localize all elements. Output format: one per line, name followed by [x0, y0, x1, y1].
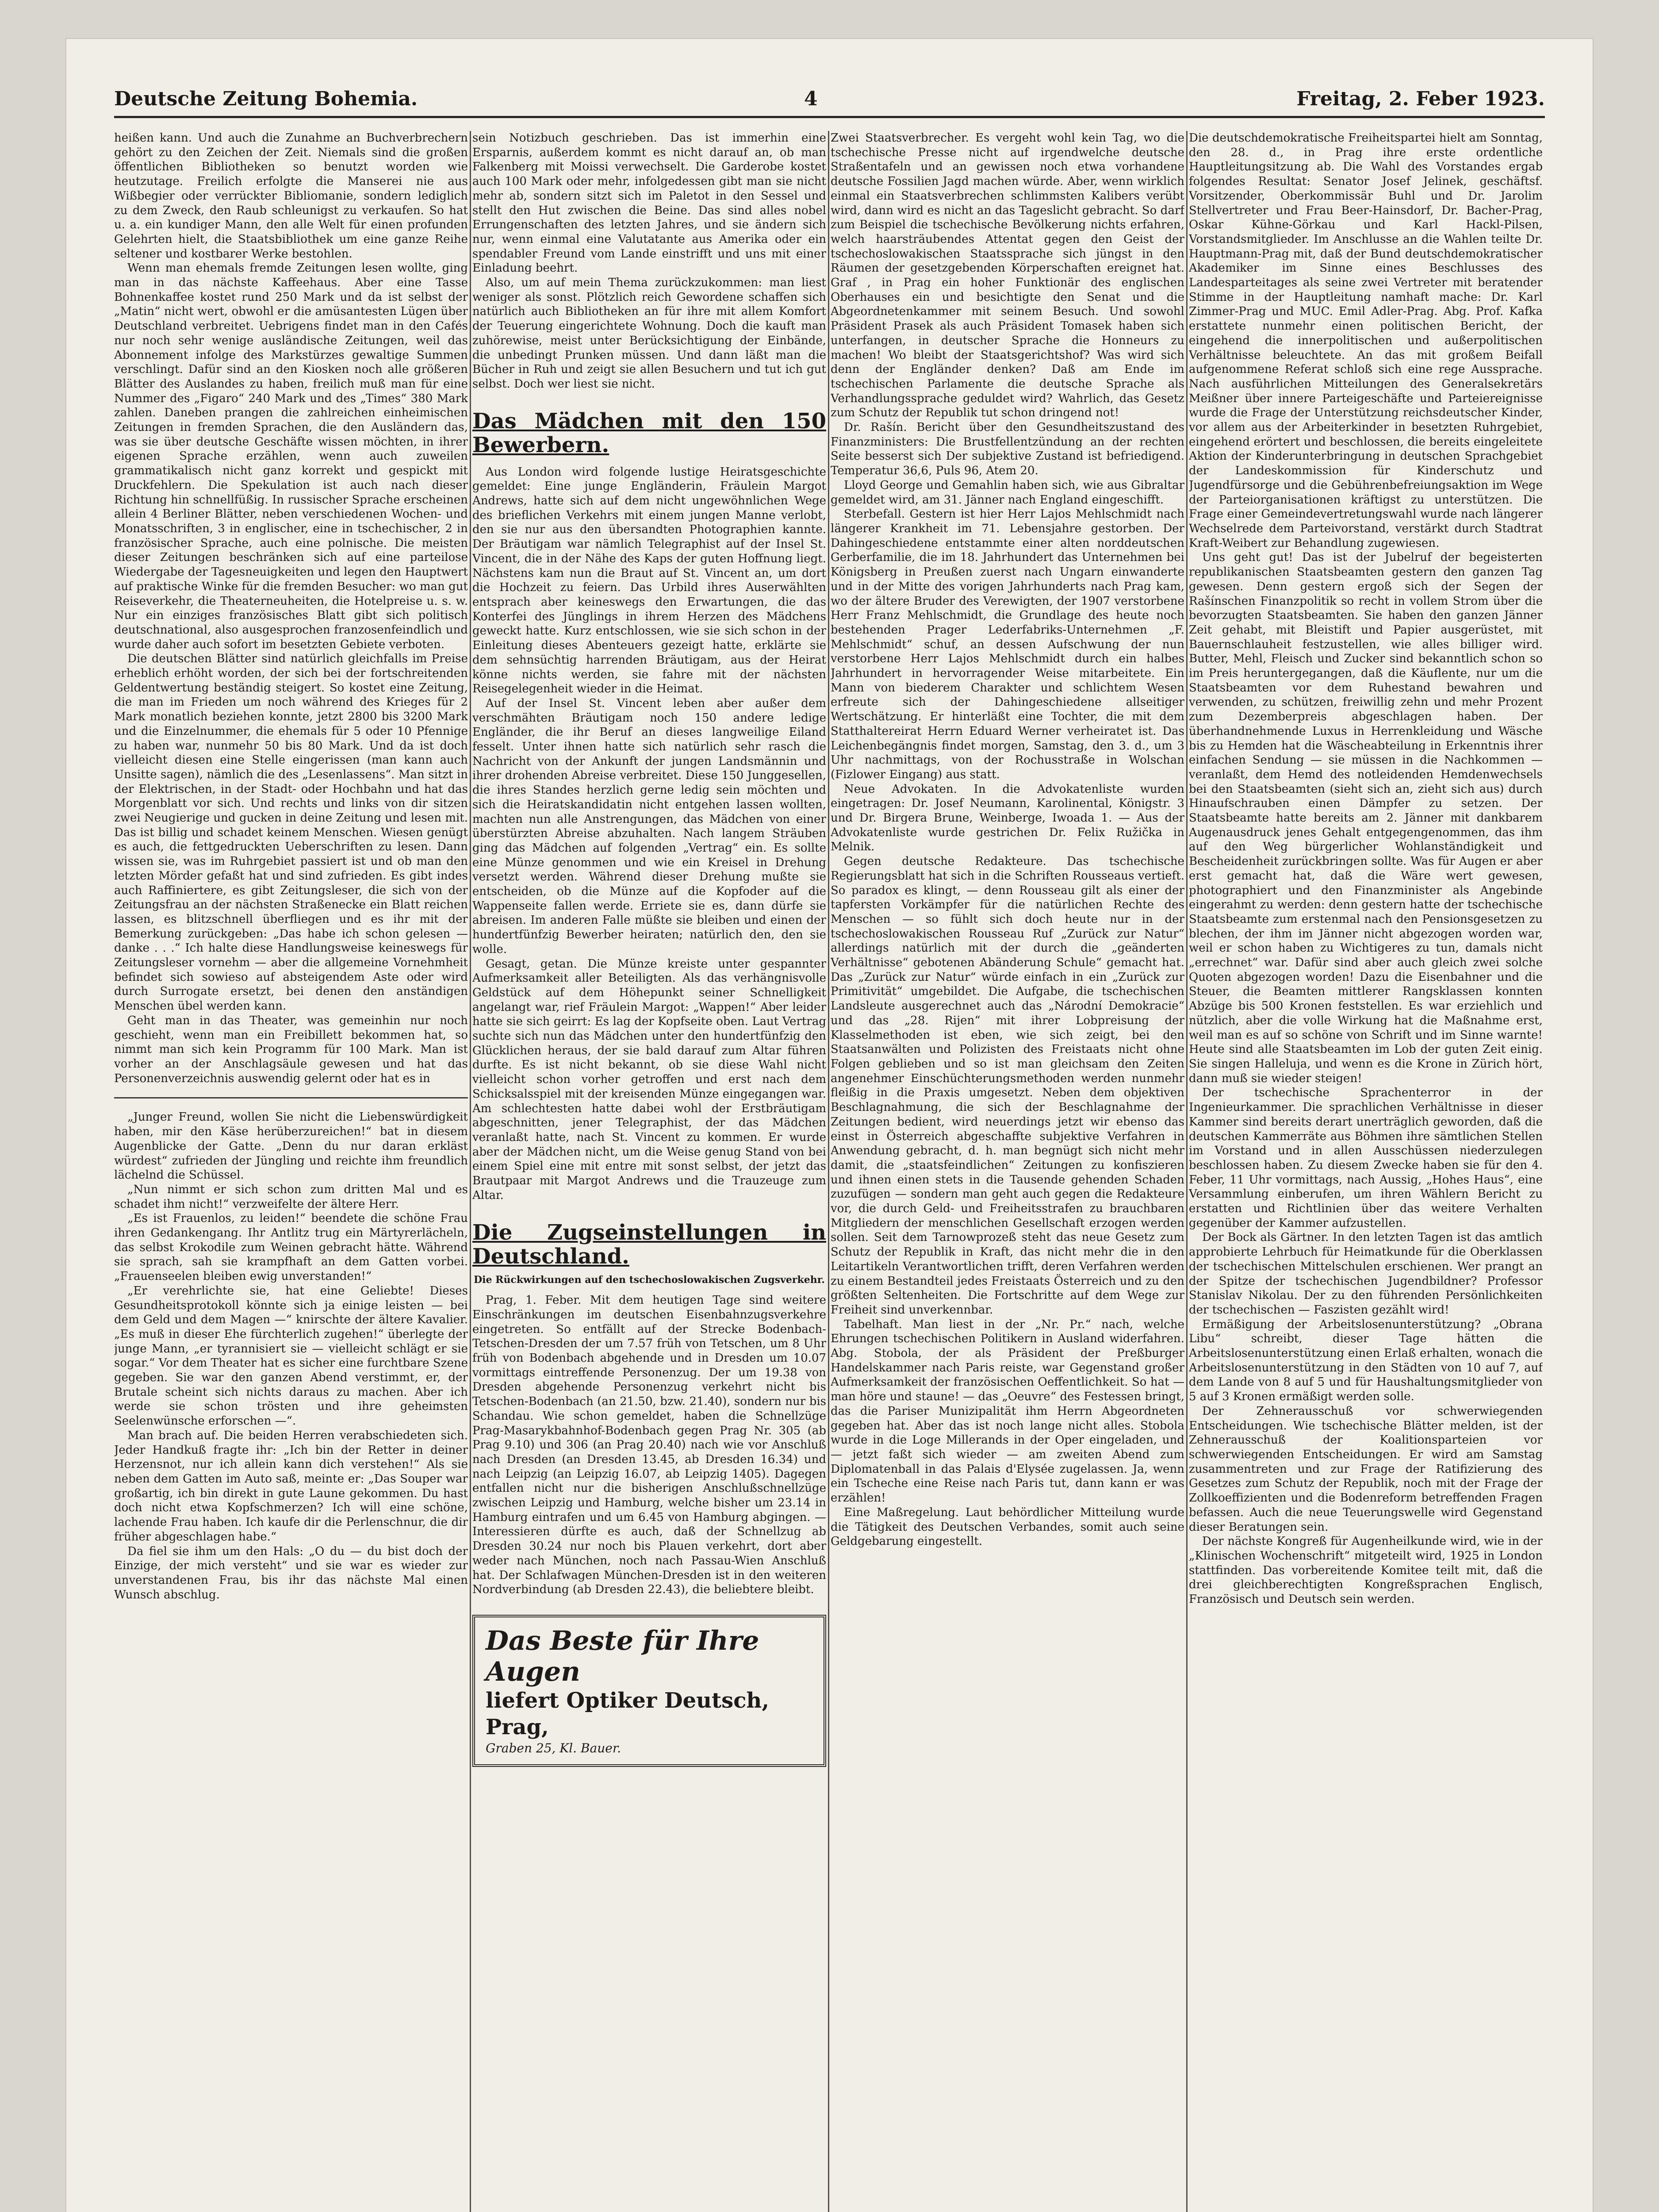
news-item: Tabelhaft. Man liest in der „Nr. Pr.“ nach, welche Ehrungen tschechischen Politikern in Ausland widerfahren. Abg. Stobola, der als Präsident der Preßburger Handelskammer nach Paris reiste, war Gegenstand großer Aufmerksamkeit der französischen Oeffentlichkeit. So hat — man höre und staune! — das „Oeuvre“ des Festessen bringt, das die Pariser Munizipalität ihm Herrn Abgeordneten gegeben hat. Aber das ist noch lange nicht alles. Stobola wurde in die Loge Millerands in der Oper eingeladen, und — jetzt faßt sich wieder — am zweiten Abend zum Diplomatenball in das Palais d'Elysée zugelassen. Ja, wenn ein Tscheche eine Reise nach Paris tut, dann kann er was erzählen!: [831, 1317, 1184, 1505]
news-item: Eine Maßregelung. Laut behördlicher Mitteilung wurde die Tätigkeit des Deutschen Verbandes, somit auch seine Geldgebarung eingestellt.: [831, 1505, 1184, 1548]
masthead-title: Deutsche Zeitung Bohemia.: [114, 88, 418, 110]
article-paragraph: Gesagt, getan. Die Münze kreiste unter gespannter Aufmerksamkeit aller Beteiligten. Als das verhängnisvolle Geldstück auf dem Höhepunkt seiner Schnelligkeit angelangt war, rief Fräulein Margot: „Wappen!“ Aber leider hatte sie sich geirrt: Es lag der Kopfseite oben. Laut Vertrag suchte sich nun das Mädchen unter den hundertfünfzig den Glücklichen heraus, der sie bald darauf zum Altar führen durfte. Es ist nicht bekannt, ob sie diese Wahl nicht vielleicht schon vorher getroffen und erst nach dem Schicksalsspiel mit der kreisenden Münze eingegangen war. Am schlechtesten hatte dabei wohl der Erstbräutigam abgeschnitten, jener Telegraphist, der das Mädchen veranlaßt hatte, nach St. Vincent zu kommen. Er wurde aber der Mädchen nicht, um die Weise genug Stand von bei einem Spiel eine mit entre mit sonst selbst, der jetzt das Brautpaar mit Margot Andrews und die Trauzeuge zum Altar.: [472, 957, 826, 1202]
article-paragraph: Also, um auf mein Thema zurückzukommen: man liest weniger als sonst. Plötzlich reich Gewordene schaffen sich natürlich auch Bibliotheken an für ihre mit allem Komfort der Teuerung eingerichtete Wohnung. Doch die kauft man zuhörewise, meist unter Berücksichtigung der Einbände, die unbedingt Prunken müssen. Und dann läßt man die Bücher in Ruh und zeigt sie allen Besuchern und tut ich gut selbst. Doch wer liest sie nicht.: [472, 276, 826, 391]
article-paragraph: Aus London wird folgende lustige Heiratsgeschichte gemeldet: Eine junge Engländerin, Fräulein Margot Andrews, hatte sich auf dem nicht ungewöhnlichen Wege des brieflichen Verkehrs mit einem jungen Manne verlobt, den sie nur aus den übersandten Photographien kannte. Der Bräutigam war nämlich Telegraphist auf der Insel St. Vincent, die in der Nähe des Kaps der guten Hoffnung liegt. Nächstens kam nun die Braut auf St. Vincent an, um dort die Hochzeit zu feiern. Das Urbild ihres Auserwählten entsprach aber keineswegs den Erwartungen, die das Konterfei des Jünglings in ihrem Herzen des Mädchens geweckt hatte. Kurz entschlossen, wie sie sich schon in der Einleitung dieses Abenteuers gezeigt hatte, erklärte sie dem sehnsüchtig harrenden Bräutigam, aus der Heirat könne nichts werden, sie fahre mit der nächsten Reisegelegenheit wieder in die Heimat.: [472, 465, 826, 696]
news-item: Uns geht gut! Das ist der Jubelruf der begeisterten republikanischen Staatsbeamten gestern den ganzen Tag gewesen. Denn gestern ergoß sich der Segen der Rašínschen Finanzpolitik so recht in vollem Strom über die bevorzugten Staatsbeamten. Sie haben den ganzen Jänner Zeit gehabt, mit Bleistift und Papier ausgerüstet, mit Bauernschlauheit festzustellen, wie alles billiger wird. Butter, Mehl, Fleisch und Zucker sind bekanntlich schon so im Preis heruntergegangen, daß die Käuflente, nur um die Staatsbeamten vor dem Ruhestand bewahren und verwenden, zu schützen, freiwillig zehn und mehr Prozent zum Dezemberpreis abgeschlagen haben. Der überhandnehmende Luxus in Herrenkleidung und Wäsche bis zu Hemden hat die Wäscheabteilung in Erkenntnis ihrer einfachen Sendung — sie müssen in die Nachkommen — veranlaßt, dem Hemd des notleidenden Hemdenwechsels bei den Staatsbeamten (sieht sich an, zieht sich aus) durch Hinaufschrauben einen Dämpfer zu setzen. Der Staatsbeamte hatte bereits am 2. Jänner mit dankbarem Augenausdruck jenes Gehalt entgegengenommen, das ihm auf den Weg bürgerlicher Wohlanständigkeit und Bescheidenheit zurückbringen sollte. Was für Augen er aber erst gemacht hat, daß die Wäre wert gewesen, photographiert und den Finanzminister als Angebinde eingerahmt zu werden: denn gestern hatte der tschechische Staatsbeamte zum erstenmal nach den Pensionsgesetzen zu blechen, der ihm im Jänner nicht abgezogen worden war, weil er schon haben zu Wichtigeres zu tun, damals nicht „errechnet“ war. Dafür sind aber auch gleich zwei solche Quoten abgezogen worden! Dazu die Eisenbahner und die Steuer, die Beamten mittlerer Rangsklassen konnten Abzüge bis 500 Kronen feststellen. Es war erziehlich und nützlich, aber die volle Wirkung hat die Maßnahme erst, weil man es auf so schöne von Schrift und im Sinne warnte! Heute sind alle Staatsbeamten im Lob der guten Zeit einig. Sie singen Halleluja, und wenn es die Krone in Zürich hört, dann muß sie wieder steigen!: [1189, 551, 1543, 1085]
ad-address: Graben 25, Kl. Bauer.: [486, 1740, 621, 1755]
news-item: Der nächste Kongreß für Augenheilkunde wird, wie in der „Klinischen Wochenschrift“ mitgeteilt wird, 1925 in London stattfinden. Das vorbereitende Komitee teilt mit, daß die drei gleichberechtigten Kongreßsprachen Englisch, Französisch und Deutsch sein werden.: [1189, 1535, 1543, 1606]
page-number: 4: [804, 88, 818, 110]
story-paragraph: „Junger Freund, wollen Sie nicht die Liebenswürdigkeit haben, mir den Käse herüberzureichen!“ bat in diesem Augenblicke der Gatte. „Denn du nur daran erkläst würdest“ zufrieden der Jüngling und reichte ihm freundlich lächelnd die Schüssel.: [114, 1110, 468, 1182]
story-paragraph: „Es ist Frauenlos, zu leiden!“ beendete die schöne Frau ihren Gedankengang. Ihr Antlitz trug ein Märtyrerlächeln, das selbst Krokodile zum Weinen gebracht hätte. Während sie sprach, sah sie krampfhaft an dem Gatten vorbei. „Frauenseelen bleiben ewig unverstanden!“: [114, 1212, 468, 1283]
column-3: [831, 131, 1184, 2212]
news-item: Die deutschdemokratische Freiheitspartei hielt am Sonntag, den 28. d., in Prag ihre erste ordentliche Hauptleitungsitzung ab. Die Wahl des Vorstandes ergab folgendes Resultat: Senator Josef Jelinek, geschäftsf. Vorsitzender, Oberkommissär Buhl und Dr. Jarolim Stellvertreter und Frau Beer-Hainsdorf, Dr. Bacher-Prag, Oskar Kühne-Görkau und Karl Hackl-Pilsen, Vorstandsmitglieder. Im Anschlusse an die Wahlen teilte Dr. Hauptmann-Prag mit, daß der Bund deutschdemokratischer Akademiker im Sinne eines Beschlusses des Landesparteitages als seine zwei Vertreter mit beratender Stimme in der Hauptleitung namhaft mache: Dr. Karl Zimmer-Prag und MUC. Emil Adler-Prag. Abg. Prof. Kafka erstattete nunmehr einen politischen Bericht, der eingehend die innerpolitischen und außerpolitischen Verhältnisse beleuchtete. An das mit großem Beifall aufgenommene Referat schloß sich eine rege Aussprache. Nach ausführlichen Mitteilungen des Generalsekretärs Meißner über innere Parteigeschäfte und Parteiereignisse wurde die Frage der Unterstützung reichsdeutscher Kinder, vor allem aus der Arbeiterkinder in besetzten Ruhrgebiet, eingehend erörtert und beschlossen, die bereits eingeleitete Aktion der Kinderunterbringung in deutschen Sprachgebiet der Landeskommission für Kinderschutz und Jugendfürsorge und die Gebührenbefreiungsaktion im Wege der Parteiorganisationen kräftigst zu unterstützen. Die Frage einer Gemeindevertretungswahl wurde nach längerer Wechselrede dem Parteivorstand, verstärkt durch Stadtrat Kraft-Weibert zur Behandlung zugewiesen.: [1189, 131, 1543, 550]
article-paragraph: Wenn man ehemals fremde Zeitungen lesen wollte, ging man in das nächste Kaffeehaus. Aber eine Tasse Bohnenkaffee kostet rund 250 Mark und da ist selbst der „Matin“ nicht wert, obwohl er die amüsantesten Lügen über Deutschland verbreitet. Uebrigens findet man in den Cafés nur noch sehr wenige ausländische Zeitungen, weil das Abonnement infolge des Markstürzes gewaltige Summen verschlingt. Dafür sind an den Kiosken noch alle größeren Blätter des Auslandes zu haben, freilich muß man für eine Nummer des „Figaro“ 240 Mark und des „Times“ 380 Mark zahlen. Daneben prangen die zahlreichen einheimischen Zeitungen in fremden Sprachen, die den Ausländern das, was sie über deutsche Geschäfte wissen möchten, in ihrer eigenen Sprache erzählen, wenn auch zuweilen grammatikalisch nicht ganz korrekt und gespickt mit Druckfehlern. Die Spekulation ist auch nach dieser Richtung hin schnellfüßig. In russischer Sprache erscheinen allein 4 Berliner Blätter, neben verschiedenen Wochen- und Monatsschriften, 3 in englischer, eine in tschechischer, 2 in französischer Sprache, auch eine polnische. Die meisten dieser Zeitungen beschränken sich auf eine parteilose Wiedergabe der Tagesneuigkeiten und legen den Hauptwert auf praktische Winke für die fremden Besucher: wo man gut Reiseverkehr, die Theaterneuheiten, die Hotelpreise u. s. w. Nur ein einziges französisches Blatt gibt sich politisch deutschnational, also ausgesprochen franzosenfeindlich und wurde daher auch sofort im besetzten Gebiete verboten.: [114, 261, 468, 651]
news-item: Dr. Rašín. Bericht über den Gesundheitszustand des Finanzministers: Die Brustfellentzündung an der rechten Seite besserst sich Der subjektive Zustand ist befriedigend. Temperatur 36,6, Puls 96, Atem 20.: [831, 421, 1184, 478]
story-paragraph: Man brach auf. Die beiden Herren verabschiedeten sich. Jeder Handkuß fragte ihr: „Ich bin der Retter in deiner Herzensnot, nur ich allein kann dich verstehen!“ Als sie neben dem Gatten im Auto saß, meinte er: „Das Souper war großartig, ich bin direkt in gute Laune gekommen. Du hast doch nicht etwa Kopfschmerzen? Ich will eine schöne, lachende Frau haben. Ich kaufe dir die Perlenschnur, die dir früher abgeschlagen habe.“: [114, 1429, 468, 1544]
article-paragraph: Geht man in das Theater, was gemeinhin nur noch geschieht, wenn man ein Freibillett bekommen hat, so nimmt man sich kein Programm für 100 Mark. Man ist vorher an der Anschlagsäule gewesen und hat das Personenverzeichnis auswendig gelernt oder hat es in: [114, 1014, 468, 1085]
news-item: Neue Advokaten. In die Advokatenliste wurden eingetragen: Dr. Josef Neumann, Karolinental, Königstr. 3 und Dr. Birgera Brune, Weinberge, Iwoada 1. — Aus der Advokatenliste wurde gestrichen Dr. Felix Ružička in Melnik.: [831, 782, 1184, 854]
optician-advertisement: [472, 1615, 826, 1767]
ad-company: liefert Optiker Deutsch, Prag,: [486, 1688, 770, 1740]
issue-date: Freitag, 2. Feber 1923.: [1296, 88, 1545, 110]
story-paragraph: „Er verehrlichte sie, hat eine Geliebte! Dieses Gesundheitsprotokoll könnte sich ja einige leisten — bei dem Geld und dem Magen —“ knirschte der ältere Kavalier. „Es muß in dieser Ehe fürchterlich zugehen!“ überlegte der junge Mann, „er tyrannisiert sie — vielleicht schlägt er sie sogar.“ Vor dem Theater hat es sicher eine furchtbare Szene gegeben. Sie war den ganzen Abend verstimmt, er, der Brutale scheint sich nichts daraus zu machen. Aber ich werde sie schon trösten und ihre geheimsten Seelenwünsche erforschen —“.: [114, 1284, 468, 1428]
page-header: [114, 85, 1545, 118]
news-item: Lloyd George und Gemahlin haben sich, wie aus Gibraltar gemeldet wird, am 31. Jänner nach England eingeschifft.: [831, 478, 1184, 507]
column-rule: [470, 131, 471, 2212]
article-paragraph: Auf der Insel St. Vincent leben aber außer dem verschmähten Bräutigam noch 150 andere ledige Engländer, die ihr Beruf an dieses langweilige Eiland fesselt. Unter ihnen hatte sich natürlich sehr rasch die Nachricht von der Ankunft der jungen Landsmännin und ihrer drohenden Abreise verbreitet. Diese 150 Junggesellen, die ihres Standes herzlich gerne ledig sein möchten und sich die Heiratskandidatin nicht entgehen lassen wollten, machten nun alle Anstrengungen, das Mädchen von einer überstürzten Abreise abzuhalten. Nach langem Sträuben ging das Mädchen auf folgenden „Vertrag“ ein. Es sollte eine Münze genommen und wie ein Kreisel in Drehung versetzt werden. Während dieser Drehung mußte sie entscheiden, ob die Münze auf die Kopfoder auf die Wappenseite fallen werde. Erriete sie es, dann dürfe sie abreisen. Im anderen Falle müßte sie bleiben und einen der hundertfünfzig Bewerber heiraten; natürlich den, den sie wolle.: [472, 696, 826, 956]
news-item: Zwei Staatsverbrecher. Es vergeht wohl kein Tag, wo die tschechische Presse nicht auf irgendwelche deutsche Straßentafeln und an gewissen noch etwa vorhandene deutsche Fossilien Jagd machen würde. Aber, wenn wirklich einmal ein Staatsverbrechen schlimmsten Kalibers verübt wird, dann wird es nicht an das Tageslicht gebracht. So darf zum Beispiel die tschechische Bevölkerung nichts erfahren, welch haarsträubendes Attentat gegen den Geist der tschechoslowakischen Staatssprache sich jüngst in den Räumen der gesetzgebenden Körperschaften ereignet hat. Graf , in Prag ein hoher Funktionär des englischen Oberhauses ein und besichtigte den Senat und die Abgeordnetenkammer mit seinem Besuch. Und sowohl Präsident Prasek als auch Präsident Tomasek haben sich unterfangen, in deutscher Sprache die Honneurs zu machen! Wo bleibt der Staatsgerichtshof? Was wird sich denn der Engländer denken? Daß am Ende im tschechischen Parlamente die deutsche Sprache als Verhandlungssprache geduldet wird? Wahrlich, das Gesetz zum Schutz der Republik tut schon dringend not!: [831, 131, 1184, 420]
story-paragraph: Da fiel sie ihm um den Hals: „O du — du bist doch der Einzige, der mich versteht“ und sie war es wieder zur unverstandenen Frau, bis ihr das nächste Mal einen Wunsch abschlug.: [114, 1544, 468, 1601]
article-paragraph: heißen kann. Und auch die Zunahme an Buchverbrechern gehört zu den Zeichen der Zeit. Niemals sind die großen öffentlichen Bibliotheken so benutzt worden wie heutzutage. Freilich erfolgte die Manserei nie aus Wißbegier oder verrückter Bibliomanie, sondern lediglich zu dem Zweck, den Raub schleunigst zu verkaufen. So hat u. a. ein kundiger Mann, den alle Welt für einen profunden Gelehrten hielt, die Staatsbibliothek um eine ganze Reihe seltener und kostbarer Werke bestohlen.: [114, 131, 468, 261]
column-2: [472, 131, 826, 2212]
divider: [114, 1097, 468, 1098]
ad-headline: Das Beste für Ihre Augen: [486, 1625, 759, 1687]
news-item: Gegen deutsche Redakteure. Das tschechische Regierungsblatt hat sich in die Schriften Rousseaus vertieft. So paradox es klingt, — denn Rousseau gilt als einer der tapfersten Vorkämpfer für die natürlichen Rechte des Menschen — so fühlt sich doch heute nur in der tschechoslowakischen Rousseau Ruf „Zurück zur Natur“ allerdings natürlich mit der durch die „geänderten Verhältnisse“ gebotenen Abänderung Schule“ gemacht hat. Das „Zurück zur Natur“ würde einfach in ein „Zurück zur Primitivität“ umgebildet. Die Aufgabe, die tschechischen Landsleute ausgerechnet auch das „Národní Demokracie“ und das „28. Rijen“ mit ihrer Lobpreisung der Klasselmethoden ist eben, wie sich zeigt, bei den Staatsanwälten und Polizisten des Freistaats nicht ohne Folgen geblieben und so ist man gleichsam den Zeiten angenehmer Einschüchterungsmethoden werden nunmehr fleißig in die Praxis umgesetzt. Neben dem objektiven Beschlagnahmung, die sich der Beschlagnahme der Zeitungen bedient, wird neuerdings jetzt wir ebenso das einst in Österreich abgeschaffte subjektive Verfahren in Anwendung gebracht, d. h. man begnügt sich nicht mehr damit, die „staatsfeindlichen“ Zeitungen zu konfiszieren und ihnen einen stets in die Tausende gehenden Schaden zuzufügen — sondern man geht auch gegen die Redakteure vor, die durch Geld- und Freiheitsstrafen zu brauchbaren Mitgliedern der menschlichen Gesellschaft erzogen werden sollen. Seit dem Tarnowprozeß steht das neue Gesetz zum Schutz der Republik in Kraft, das nicht mehr die in den Leitartikeln Verantwortlichen trifft, deren Verfahren werden zu einem Bestandteil jedes Freistaats Österreich und zu den größten Seltenheiten. Die Fortschritte auf dem Wege zur Freiheit sind unverkennbar.: [831, 855, 1184, 1317]
news-item: Ermäßigung der Arbeitslosenunterstützung? „Obrana Libu“ schreibt, dieser Tage hätten die Arbeitslosenunterstützung einen Erlaß erhalten, wonach die Arbeitslosenunterstützung in den Städten von 10 auf 7, auf dem Lande von 8 auf 5 und für Haushaltungsmitglieder von 5 auf 3 Kronen ermäßigt werden solle.: [1189, 1317, 1543, 1404]
news-item: Der Zehnerausschuß vor schwerwiegenden Entscheidungen. Wie tschechische Blätter melden, ist der Zehnerausschuß der Koalitionsparteien vor schwerwiegenden Entscheidungen. Er wird am Samstag zusammentreten und zur Frage der Ratifizierung des Gesetzes zum Schutz der Republik, noch mit der Frage der Zollkoeffizienten und die Bodenreform betreffenden Fragen befassen. Auch die neue Teuerungswelle wird Gegenstand dieser Beratungen sein.: [1189, 1404, 1543, 1534]
news-item: Der Bock als Gärtner. In den letzten Tagen ist das amtlich approbierte Lehrbuch für Heimatkunde für die Oberklassen der tschechischen Mittelschulen erschienen. Wer prangt an der Spitze der tschechischen Jugendbildner? Professor Stanislav Nikolau. Der zu den führenden Persönlichkeiten der tschechischen — Faszisten gezählt wird!: [1189, 1231, 1543, 1317]
column-rule: [1186, 131, 1188, 2212]
headline-zugseinstellungen: Die Zugseinstellungen in Deutschland.: [472, 1220, 826, 1269]
newspaper-page: [65, 38, 1594, 2212]
article-paragraph: Prag, 1. Feber. Mit dem heutigen Tage sind weitere Einschränkungen im deutschen Eisenbahnzugsverkehre eingetreten. So entfällt auf der Strecke Bodenbach-Tetschen-Dresden der um 7.57 früh von Tetschen, um 8 Uhr früh von Bodenbach abgehende und in Dresden um 10.07 vormittags eintreffende Personenzug. Der um 19.38 von Dresden abgehende Personenzug verkehrt nicht bis Tetschen-Bodenbach (an 21.50, bzw. 21.40), sondern nur bis Schandau. Wie schon gemeldet, haben die Schnellzüge Prag-Masarykbahnhof-Bodenbach gegen Prag Nr. 305 (ab Prag 9.10) und 306 (an Prag 20.40) nach wie vor Anschluß nach Dresden (an Dresden 13.45, ab Dresden 16.34) und nach Leipzig (an Leipzig 16.07, ab Leipzig 1405). Dagegen entfallen nicht nur die bisherigen Anschlußschnellzüge zwischen Leipzig und Hamburg, welche bisher um 23.14 in Hamburg eintrafen und um 6.45 von Hamburg abgingen. — Interessieren dürfte es auch, daß der Schnellzug ab Dresden 30.24 nur noch bis Plauen verkehrt, dort aber weder nach München, noch nach Passau-Wien Anschluß hat. Der Schlafwagen München-Dresden ist in den weiteren Nordverbindung (ab Dresden 22.43), die beliebtere bleibt.: [472, 1294, 826, 1597]
news-item: Sterbefall. Gestern ist hier Herr Lajos Mehlschmidt nach längerer Krankheit im 71. Lebensjahre gestorben. Der Dahingeschiedene entstammte einer alten norddeutschen Gerberfamilie, die im 18. Jahrhundert das Unternehmen bei Königsberg in Preußen zuerst nach Ungarn einwanderte und in der Mitte des vorigen Jahrhunderts nach Prag kam, wo der ältere Bruder des Verewigten, der 1907 verstorbene Herr Franz Mehlschmidt, die Grundlage des heute noch bestehenden Prager Lederfabriks-Unternehmen „F. Mehlschmidt“ schuf, an dessen Aufschwung der nun verstorbene Herr Lajos Mehlschmidt durch ein halbes Jahrhundert in hervorragender Weise mitarbeitete. Ein Mann von biederem Charakter und schlichtem Wesen erfreute sich der Dahingeschiedene allseitiger Wertschätzung. Er hinterläßt eine Tochter, die mit dem Statthaltereirat Herrn Eduard Werner verheiratet ist. Das Leichenbegängnis findet morgen, Samstag, den 3. d., um 3 Uhr nachmittags, von der Rochusstraße in Wolschan (Fizlower Eingang) aus statt.: [831, 507, 1184, 781]
news-item: Der tschechische Sprachenterror in der Ingenieurkammer. Die sprachlichen Verhältnisse in dieser Kammer sind bereits derart unerträglich geworden, daß die deutschen Kammerräte aus Böhmen ihre sämtlichen Stellen im Vorstand und in allen Ausschüssen niederzulegen beschlossen haben. Zu diesem Zwecke haben sie für den 4. Feber, 11 Uhr vormittags, nach Aussig, „Hohes Haus“, eine Versammlung einberufen, um ihren Wählern Bericht zu erstatten und Richtlinien über das weitere Verhalten gegenüber der Kammer aufzustellen.: [1189, 1086, 1543, 1230]
headline-bewerber: Das Mädchen mit den 150 Bewerbern.: [472, 408, 826, 457]
article-paragraph: Die deutschen Blätter sind natürlich gleichfalls im Preise erheblich erhöht worden, der sich bei der fortschreitenden Geldentwertung beständig steigert. So kostet eine Zeitung, die man im Frieden um noch während des Krieges für 2 Mark monatlich beziehen konnte, jetzt 2800 bis 3200 Mark und die Einzelnummer, die ehemals für 5 oder 10 Pfennige zu haben war, nunmehr 50 bis 80 Mark. Und da ist doch vielleicht diesen eine Stelle eingerissen (man kann auch Unsitte sagen), nämlich die des „Lesenlassens“. Man sitzt in der Elektrischen, in der Stadt- oder Hochbahn und hat das Morgenblatt vor sich. Und rechts und links von dir sitzen zwei Neugierige und gucken in deine Zeitung und lesen mit. Das ist billig und schadet keinem Menschen. Wiesen genügt es auch, die fettgedruckten Ueberschriften zu lesen. Dann wissen sie, was im Ruhrgebiet passiert ist und ob man den letzten Mörder gefaßt hat und sind zufrieden. Es gibt indes auch Raffiniertere, es gibt Zeitungsleser, die sich von der Zeitungsfrau an der nächsten Straßenecke ein Blatt reichen lassen, es blitzschnell überfliegen und es ihr mit der Bemerkung zurückgeben: „Das habe ich schon gelesen — danke . . .“ Ich halte diese Handlungsweise keineswegs für Zeitungsleser vornehm — aber die allgemeine Vornehmheit befindet sich sowieso auf absteigendem Aste oder wird durch Surrogate ersetzt, bei denen den anständigen Menschen übel werden kann.: [114, 652, 468, 1013]
story-paragraph: „Nun nimmt er sich schon zum dritten Mal und es schadet ihm nicht!“ verzweifelte der ältere Herr.: [114, 1183, 468, 1211]
article-paragraph: sein Notizbuch geschrieben. Das ist immerhin eine Ersparnis, außerdem kommt es nicht darauf an, ob man Falkenberg mit Moissi verwechselt. Die Garderobe kostet auch 100 Mark oder mehr, infolgedessen gibt man sie nicht mehr ab, sondern sitzt sich im Paletot in den Sessel und stellt den Hut zwischen die Beine. Das sind alles nobel Errungenschaften des letzten Jahres, und sie ändern sich nur, wenn einmal eine Valutatante aus Amerika oder ein spendabler Freund vom Lande einstrifft und uns mit einer Einladung beehrt.: [472, 131, 826, 275]
column-rule: [828, 131, 829, 2212]
subheadline: Die Rückwirkungen auf den tschechoslowakischen Zugsverkehr.: [474, 1274, 825, 1286]
column-1: [114, 131, 468, 2212]
column-4: [1189, 131, 1543, 2212]
